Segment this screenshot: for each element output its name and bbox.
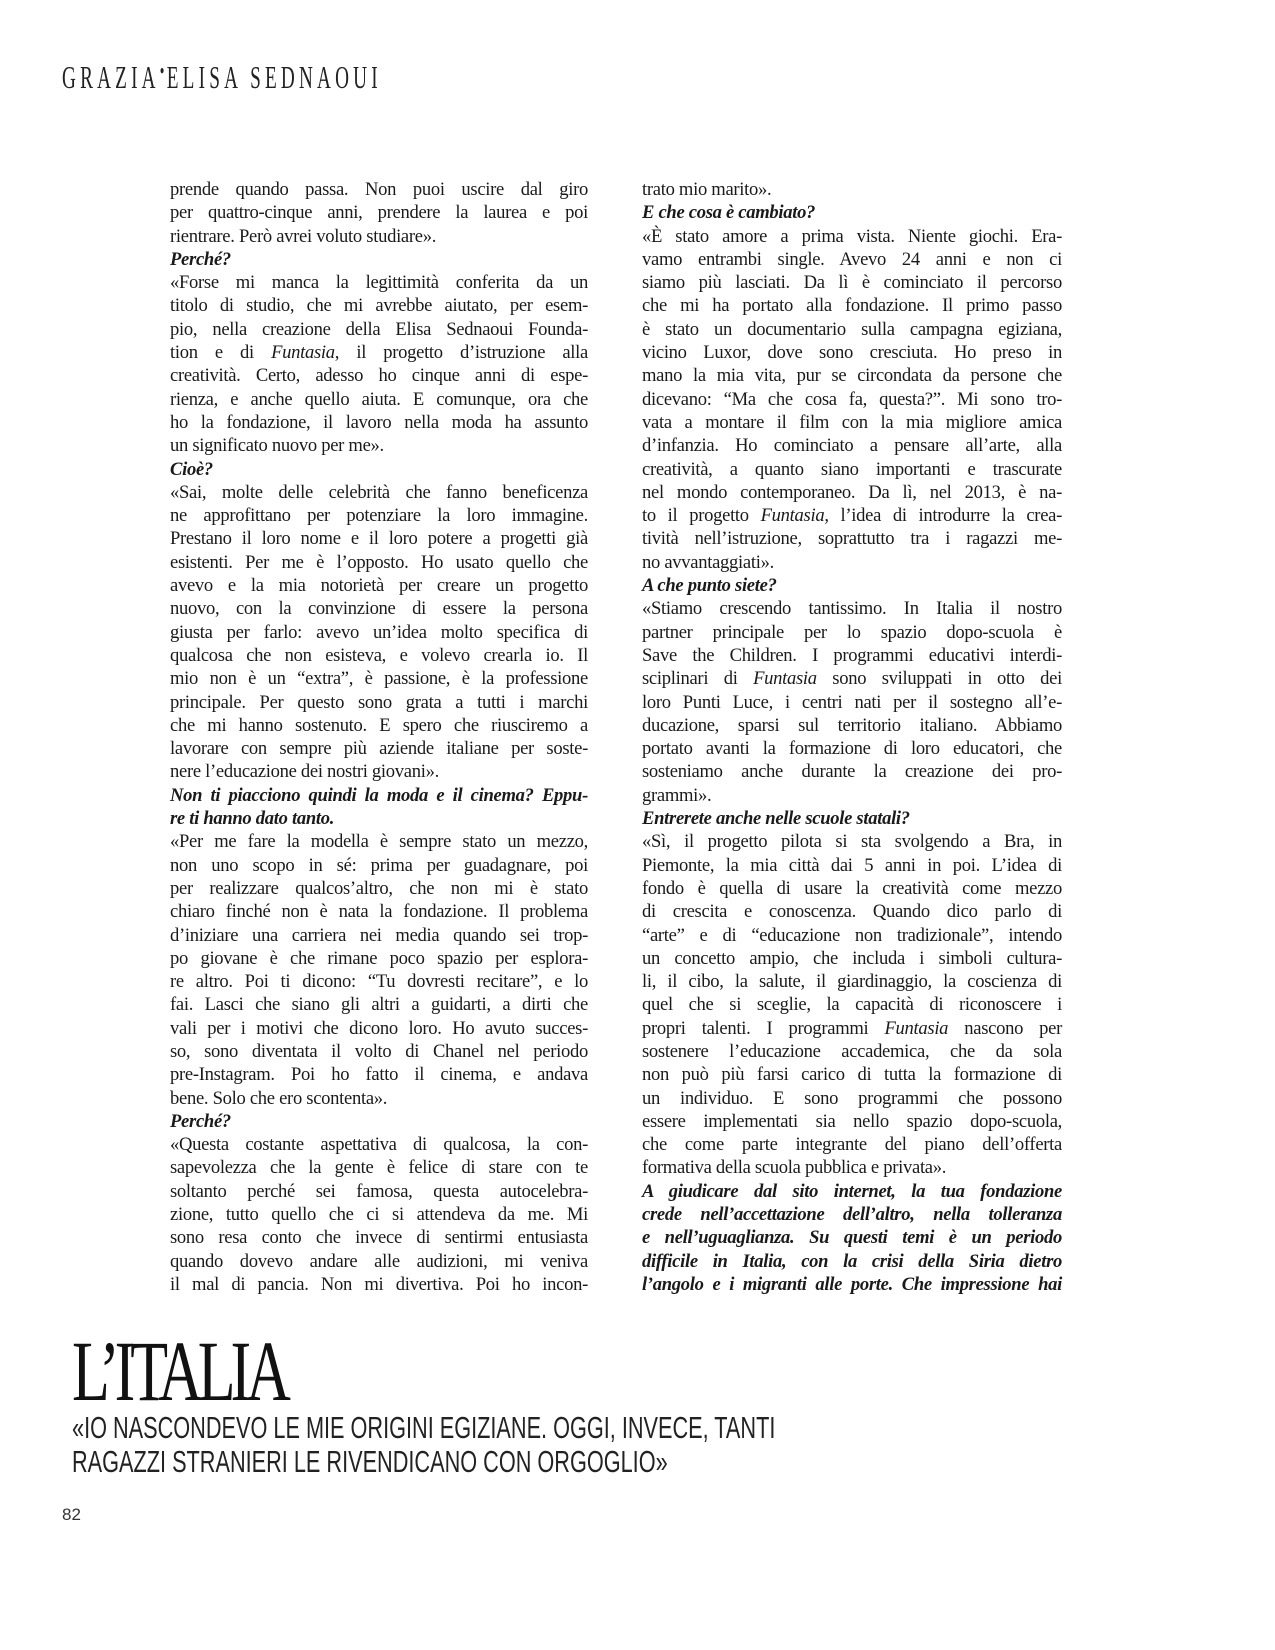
page-number: 82 (62, 1505, 81, 1524)
text-line: portato avanti la formazione di loro educatori, che (642, 738, 1062, 760)
text-line: che come parte integrante del piano dell’offerta (642, 1134, 1062, 1156)
text-line: formativa della scuola pubblica e privata». (642, 1157, 947, 1179)
article-subject: ELISA SEDNAOUI (166, 59, 382, 95)
text-line: mano la mia vita, pur se circondata da persone che (642, 365, 1062, 387)
text-line: grammi». (642, 784, 712, 806)
text-segment: propri talenti. I programmi (642, 1017, 885, 1039)
text-line: siamo più lasciati. Da lì è cominciato il percorso (642, 272, 1062, 294)
text-line: «Per me fare la modella è sempre stato un mezzo, (170, 831, 588, 853)
text-column-left (170, 178, 588, 1296)
text-line: non può più farsi carico di tutta la formazione di (642, 1064, 1062, 1086)
text-line: loro Punti Luce, i centri nati per il sostegno all’e- (642, 691, 1062, 713)
italic-title: Funtasia (271, 342, 335, 364)
text-line: per realizzare qualcos’altro, che non mi è stato (170, 877, 588, 899)
text-line: un individuo. E sono programmi che possono (642, 1087, 1062, 1109)
text-line: «Sai, molte delle celebrità che fanno beneficenza (170, 481, 588, 503)
text-line: un concetto ampio, che includa i simboli cultura- (642, 947, 1062, 969)
text-line: rienza, e anche quello aiuta. E comunque, ora che (170, 388, 588, 410)
text-line: che mi hanno sostenuto. E spero che riusciremo a (170, 714, 588, 736)
text-line: creatività. Certo, adesso ho cinque anni di espe- (170, 365, 588, 387)
question-line: Perché? (170, 248, 231, 270)
text-line: lavorare con sempre più aziende italiane per soste- (170, 738, 588, 760)
text-line: «Stiamo crescendo tantissimo. In Italia il nostro (642, 598, 1062, 620)
text-line: dicevano: “Ma che cosa fa, questa?”. Mi sono tro- (642, 388, 1062, 410)
text-line: fondo è quella di usare la creatività come mezzo (642, 877, 1062, 899)
text-line: nuovo, con la convinzione di essere la persona (170, 598, 588, 620)
question-line: re ti hanno dato tanto. (170, 808, 335, 830)
text-line: vata a montare il film con la mia migliore amica (642, 411, 1062, 433)
text-line: quando dovevo andare alle audizioni, mi veniva (170, 1250, 588, 1272)
text-line: Prestano il loro nome e il loro potere a progetti già (170, 528, 588, 550)
text-segment: tion e di (170, 342, 272, 364)
text-line: «Questa costante aspettativa di qualcosa, la con- (170, 1134, 588, 1156)
text-line: titolo di studio, che mi avrebbe aiutato, per esem- (170, 295, 588, 317)
text-line: «Sì, il progetto pilota si sta svolgendo a Bra, in (642, 831, 1062, 853)
text-line: re altro. Poi ti dicono: “Tu dovresti recitare”, e lo (170, 971, 588, 993)
text-line: zione, tutto quello che ci si attendeva da me. Mi (170, 1204, 588, 1226)
text-line: ducazione, sparsi sul territorio italiano. Abbiamo (642, 714, 1062, 736)
text-segment: , il progetto d’istruzione alla (334, 342, 588, 364)
text-line: no avvantaggiati». (642, 551, 774, 573)
text-line: vicino Luxor, dove sono cresciuta. Ho preso in (642, 342, 1062, 364)
text-segment: sono sviluppati in otto dei (816, 668, 1062, 690)
text-line (642, 1017, 1062, 1040)
text-column-right (642, 178, 1062, 1296)
text-line: principale. Per questo sono grata a tutti i marchi (170, 691, 588, 713)
text-line: pre-Instagram. Poi ho fatto il cinema, e andava (170, 1064, 588, 1086)
text-line: nel mondo contemporaneo. Da lì, nel 2013, è na- (642, 481, 1062, 503)
text-line: “arte” e di “educazione non tradizionale”, intendo (642, 924, 1062, 946)
question-line: A che punto siete? (642, 575, 777, 597)
question-line: Entrerete anche nelle scuole statali? (642, 808, 910, 830)
text-line: essere implementati sia nello spazio dopo-scuola, (642, 1110, 1062, 1132)
text-line: sostenere l’educazione accademica, che da sola (642, 1040, 1062, 1062)
text-line: il mal di pancia. Non mi divertiva. Poi ho incon- (170, 1273, 588, 1295)
text-line: creatività, a quanto siano importanti e trascurate (642, 458, 1062, 480)
text-line: vali per i motivi che dicono loro. Ho avuto succes- (170, 1017, 588, 1039)
text-line: partner principale per lo spazio dopo-scuola è (642, 621, 1062, 643)
question-line: Cioè? (170, 458, 213, 480)
text-line: tività nell’istruzione, soprattutto tra i ragazzi me- (642, 528, 1062, 550)
text-line: ne approfittano per potenziare la loro immagine. (170, 505, 588, 527)
text-line: sosteniamo anche durante la creazione dei pro- (642, 761, 1062, 783)
text-segment: , l’idea di introdurre la crea- (824, 505, 1062, 527)
text-segment: sciplinari di (642, 668, 754, 690)
text-line: bene. Solo che ero scontenta». (170, 1087, 388, 1109)
question-line: l’angolo e i migranti alle porte. Che impressione hai (642, 1273, 1062, 1295)
text-line: esistenti. Per me è l’opposto. Ho usato quello che (170, 551, 588, 573)
text-line: è stato un documentario sulla campagna egiziana, (642, 318, 1062, 340)
text-line: so, sono diventata il volto di Chanel nel periodo (170, 1040, 588, 1062)
text-line: vamo entrambi single. Avevo 24 anni e non ci (642, 248, 1062, 270)
text-line (642, 504, 1062, 527)
text-line: d’iniziare una carriera nei media quando sei trop- (170, 924, 588, 946)
text-line: un significato nuovo per me». (170, 435, 384, 457)
question-line: difficile in Italia, con la crisi della Siria dietro (642, 1250, 1062, 1272)
text-line: po giovane è che rimane poco spazio per esplora- (170, 947, 588, 969)
text-line: «È stato amore a prima vista. Niente giochi. Era- (642, 225, 1062, 247)
text-segment: to il progetto (642, 505, 761, 527)
text-line: li, il cibo, la salute, il giardinaggio, la coscienza di (642, 971, 1062, 993)
text-line: non uno scopo in sé: prima per guadagnare, poi (170, 854, 588, 876)
text-line: sapevolezza che la gente è felice di stare con te (170, 1157, 588, 1179)
text-line: sono resa conto che invece di sentirmi entusiasta (170, 1227, 588, 1249)
bullet-separator: • (159, 58, 167, 83)
text-line: avevo e la mia notorietà per creare un progetto (170, 575, 588, 597)
running-header (62, 58, 382, 96)
text-line (170, 341, 588, 364)
italic-title: Funtasia (884, 1017, 949, 1039)
text-line (642, 667, 1062, 690)
question-line: Non ti piacciono quindi la moda e il cinema? Eppu- (170, 784, 588, 806)
text-line: Save the Children. I programmi educativi interdi- (642, 644, 1062, 666)
text-line: trato mio marito». (642, 179, 772, 200)
text-line: pio, nella creazione della Elisa Sednaoui Founda- (170, 318, 588, 340)
text-line: qualcosa che non esisteva, e volevo crearla io. Il (170, 644, 588, 666)
magazine-name: GRAZIA (62, 59, 160, 95)
text-line: chiaro finché non è nata la fondazione. Il problema (170, 901, 588, 923)
text-line: soltanto perché sei famosa, questa autocelebra- (170, 1180, 588, 1202)
pullquote-line: RAGAZZI STRANIERI LE RIVENDICANO CON ORGOGLIO» (72, 1444, 668, 1479)
text-line: per quattro-cinque anni, prendere la laurea e poi (170, 202, 588, 224)
text-line: d’infanzia. Ho cominciato a pensare all’arte, alla (642, 435, 1062, 457)
text-line: rientrare. Però avrei voluto studiare». (170, 225, 437, 247)
text-line: Piemonte, la mia città dai 5 anni in poi. L’idea di (642, 854, 1062, 876)
question-line: A giudicare dal sito internet, la tua fondazione (642, 1180, 1062, 1202)
question-line: crede nell’accettazione dell’altro, nella tolleranza (642, 1204, 1062, 1226)
text-line: che mi ha portato alla fondazione. Il primo passo (642, 295, 1062, 317)
italic-title: Funtasia (760, 505, 825, 527)
question-line: e nell’uguaglianza. Su questi temi è un periodo (642, 1227, 1062, 1249)
italic-title: Funtasia (753, 668, 817, 690)
text-line: di crescita e conoscenza. Quando dico parlo di (642, 901, 1062, 923)
pullquote-line: «IO NASCONDEVO LE MIE ORIGINI EGIZIANE. OGGI, INVECE, TANTI (72, 1410, 776, 1445)
pullquote-headline: L’ITALIA (72, 1323, 286, 1419)
text-segment: nascono per (948, 1017, 1063, 1039)
question-line: E che cosa è cambiato? (642, 202, 816, 224)
text-line: nere l’educazione dei nostri giovani». (170, 761, 439, 783)
text-line: quel che si sceglie, la capacità di riconoscere i (642, 994, 1062, 1016)
text-line: giusta per farlo: avevo un’idea molto specifica di (170, 621, 588, 643)
text-line: ho la fondazione, il lavoro nella moda ha assunto (170, 411, 588, 433)
text-line: fai. Lasci che siano gli altri a guidarti, a dirti che (170, 994, 588, 1016)
text-line: mio non è un “extra”, è passione, è la professione (170, 668, 588, 690)
question-line: Perché? (170, 1110, 231, 1132)
text-line: «Forse mi manca la legittimità conferita da un (170, 272, 588, 294)
text-line: prende quando passa. Non puoi uscire dal giro (170, 179, 588, 200)
